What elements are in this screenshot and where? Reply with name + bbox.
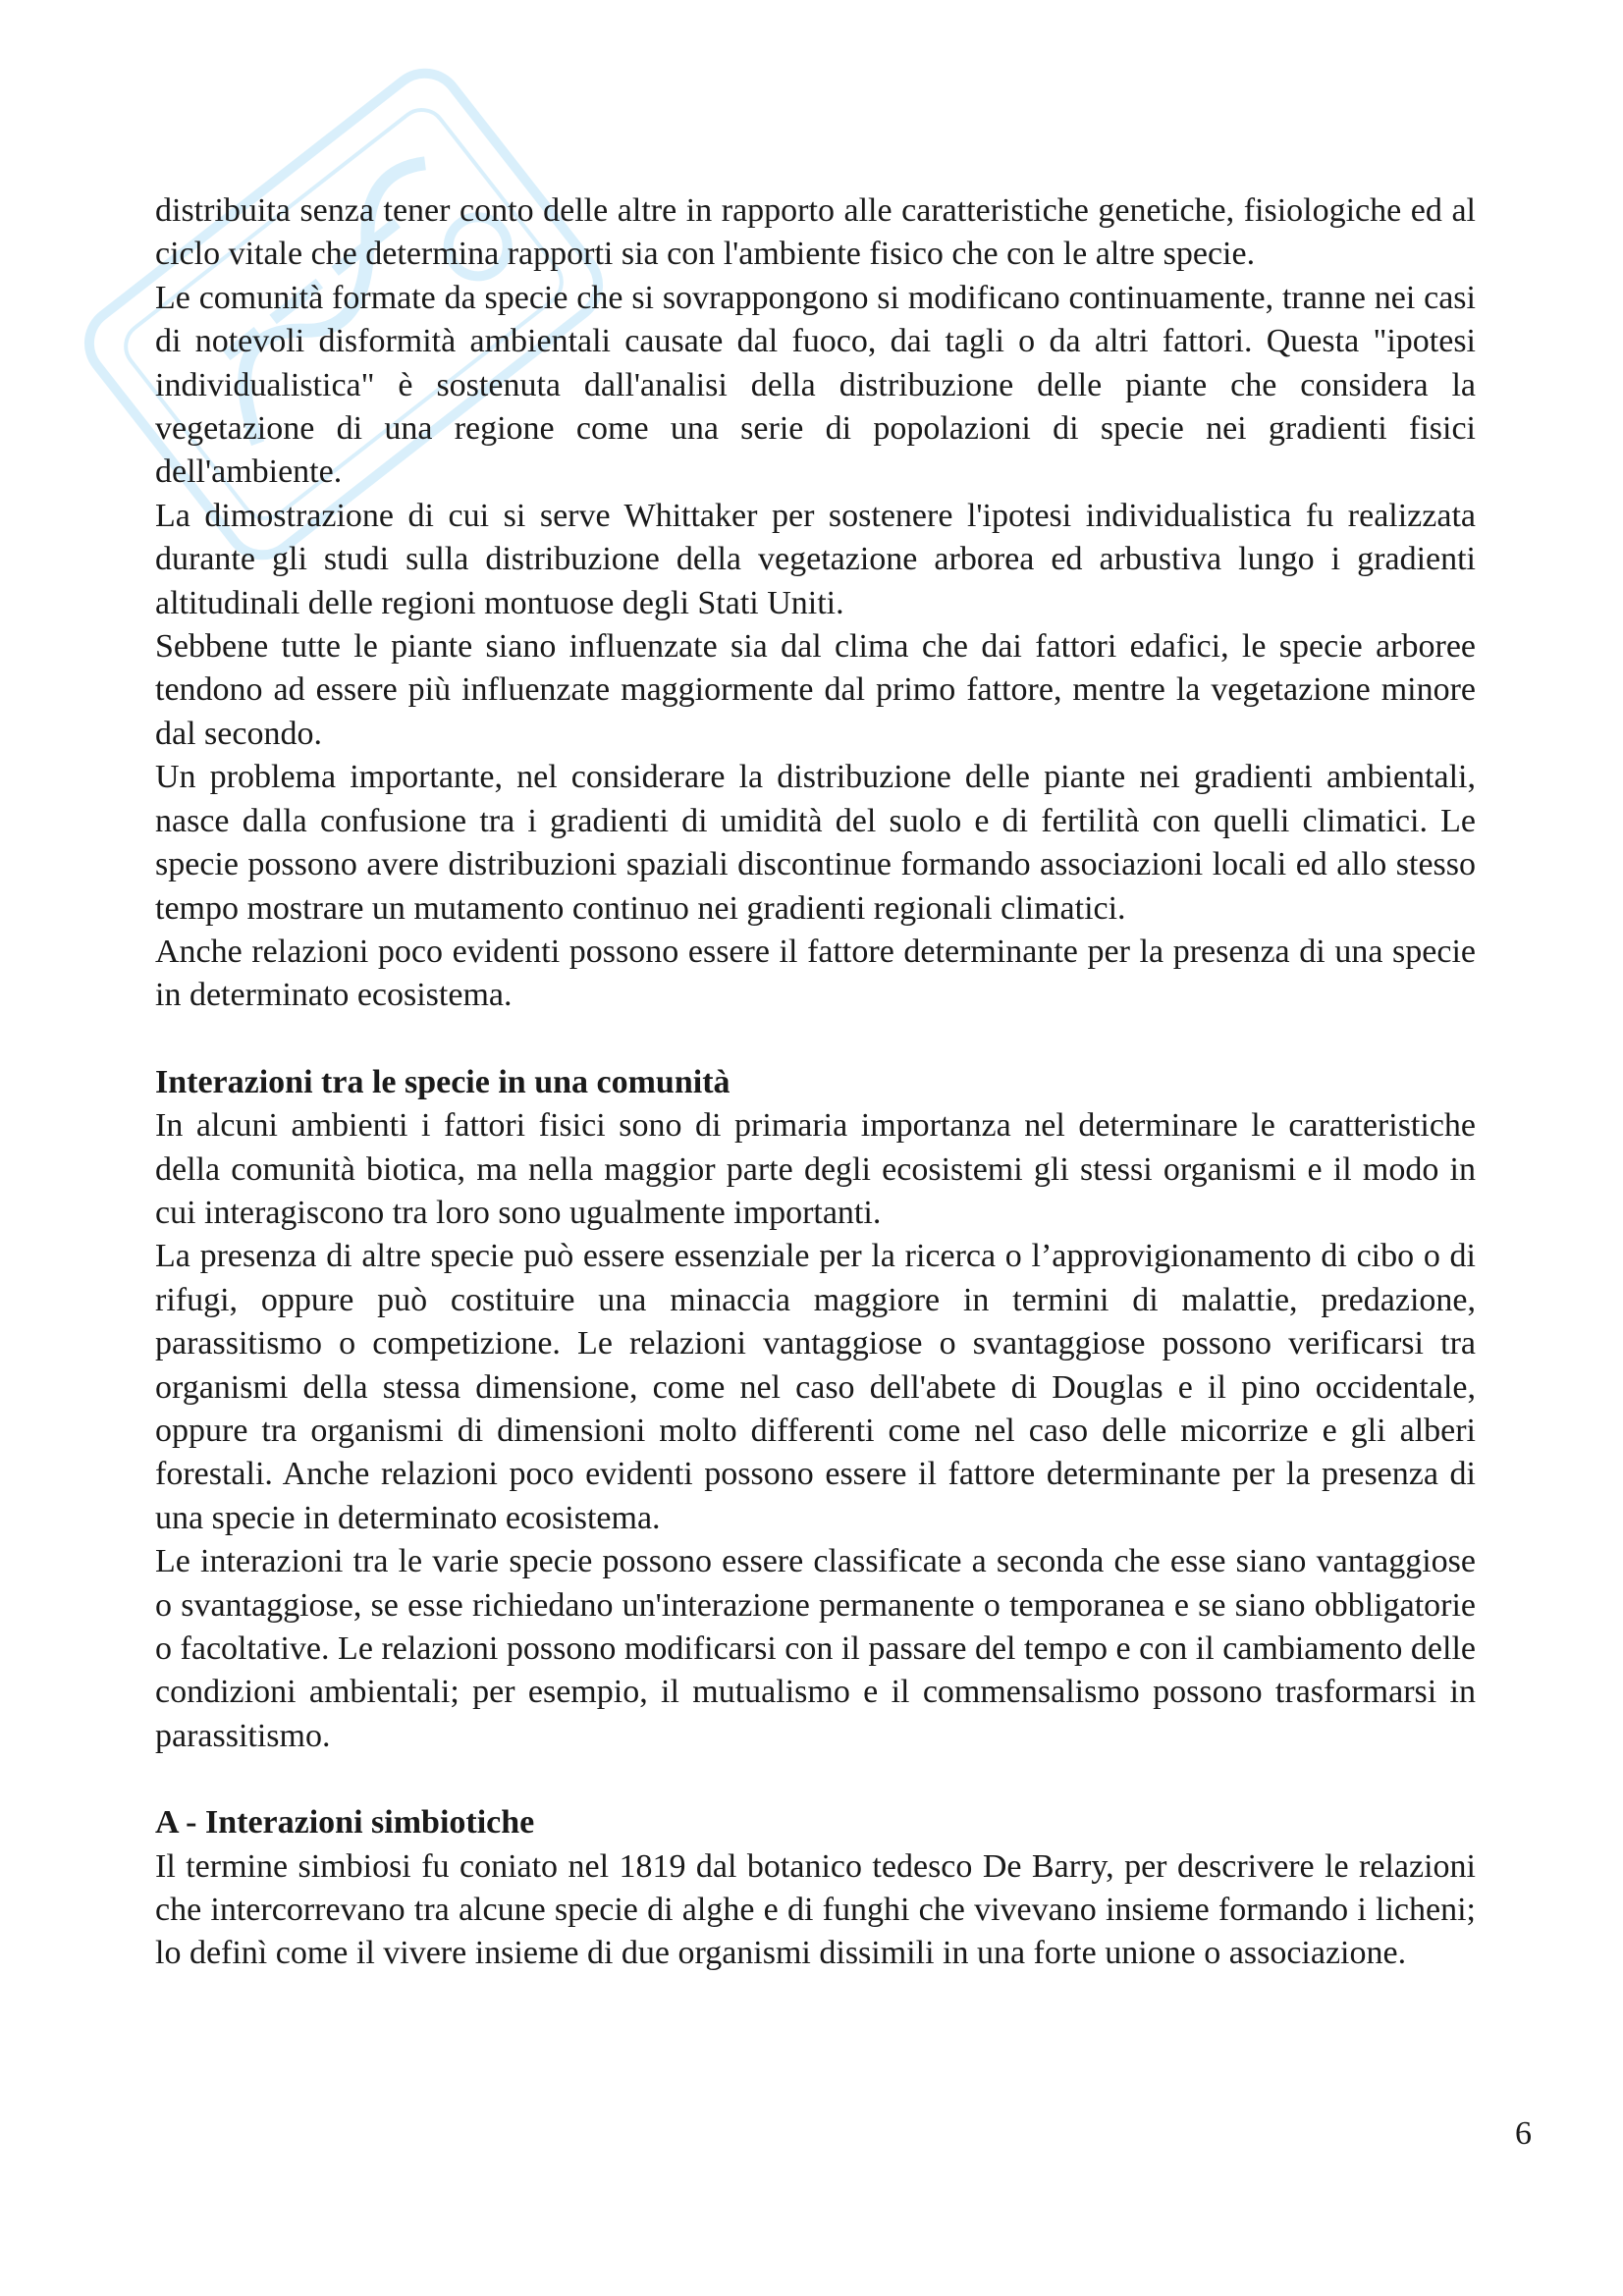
paragraph: Le interazioni tra le varie specie possono essere classificate a seconda che esse siano vantaggiose o svantaggiose, se esse richiedano un'interazione permanente o temporanea e se siano obbligatorie o facoltative. Le relazioni possono modificarsi con il passare del tempo e con il cambiamento delle condizioni ambientali; per esempio, il mutualismo e il commensalismo possono trasformarsi in parassitismo. bbox=[155, 1543, 1476, 1754]
page-number: 6 bbox=[1515, 2115, 1532, 2152]
section-heading: A - Interazioni simbiotiche bbox=[155, 1804, 535, 1842]
paragraph: Un problema importante, nel considerare la distribuzione delle piante nei gradienti ambientali, nasce dalla confusione tra i gradienti di umidità del suolo e di fertilità con quelli climatici. Le specie possono avere distribuzioni spaziali discontinue formando associazioni locali ed allo stesso tempo mostrare un mutamento continuo nei gradienti regionali climatici. bbox=[155, 759, 1476, 927]
paragraph: Sebbene tutte le piante siano influenzate sia dal clima che dai fattori edafici, le specie arboree tendono ad essere più influenzate maggiormente dal primo fattore, mentre la vegetazione minore dal secondo. bbox=[155, 628, 1476, 752]
paragraph: La dimostrazione di cui si serve Whittaker per sostenere l'ipotesi individualistica fu realizzata durante gli studi sulla distribuzione della vegetazione arborea ed arbustiva lungo i gradienti altitudinali delle regioni montuose degli Stati Uniti. bbox=[155, 497, 1476, 621]
paragraph: In alcuni ambienti i fattori fisici sono di primaria importanza nel determinare le caratteristiche della comunità biotica, ma nella maggior parte degli ecosistemi gli stessi organismi e il modo in cui interagiscono tra loro sono ugualmente importanti. bbox=[155, 1107, 1476, 1231]
document-body bbox=[155, 189, 1476, 1976]
paragraph: Il termine simbiosi fu coniato nel 1819 dal botanico tedesco De Barry, per descrivere le relazioni che intercorrevano tra alcune specie di alghe e di funghi che vivevano insieme formando i licheni; lo definì come il vivere insieme di due organismi dissimili in una forte unione o associazione. bbox=[155, 1847, 1476, 1972]
paragraph: Le comunità formate da specie che si sovrappongono si modificano continuamente, tranne nei casi di notevoli disformità ambientali causate dal fuoco, dai tagli o da altri fattori. Questa "ipotesi individualistica" è sostenuta dall'analisi della distribuzione delle piante che considera la vegetazione di una regione come una serie di popolazioni di specie nei gradienti fisici dell'ambiente. bbox=[155, 279, 1476, 491]
paragraph: Anche relazioni poco evidenti possono essere il fattore determinante per la presenza di una specie in determinato ecosistema. bbox=[155, 933, 1476, 1014]
section-heading: Interazioni tra le specie in una comunità bbox=[155, 1063, 730, 1100]
paragraph: distribuita senza tener conto delle altre in rapporto alle caratteristiche genetiche, fisiologiche ed al ciclo vitale che determina rapporti sia con l'ambiente fisico che con le altre specie. bbox=[155, 192, 1476, 273]
paragraph: La presenza di altre specie può essere essenziale per la ricerca o l’approvigionamento di cibo o di rifugi, oppure può costituire una minaccia maggiore in termini di malattie, predazione, parassitismo o competizione. Le relazioni vantaggiose o svantaggiose possono verificarsi tra organismi della stessa dimensione, come nel caso dell'abete di Douglas e il pino occidentale, oppure tra organismi di dimensioni molto differenti come nel caso delle micorrize e gli alberi forestali. Anche relazioni poco evidenti possono essere il fattore determinante per la presenza di una specie in determinato ecosistema. bbox=[155, 1238, 1476, 1536]
